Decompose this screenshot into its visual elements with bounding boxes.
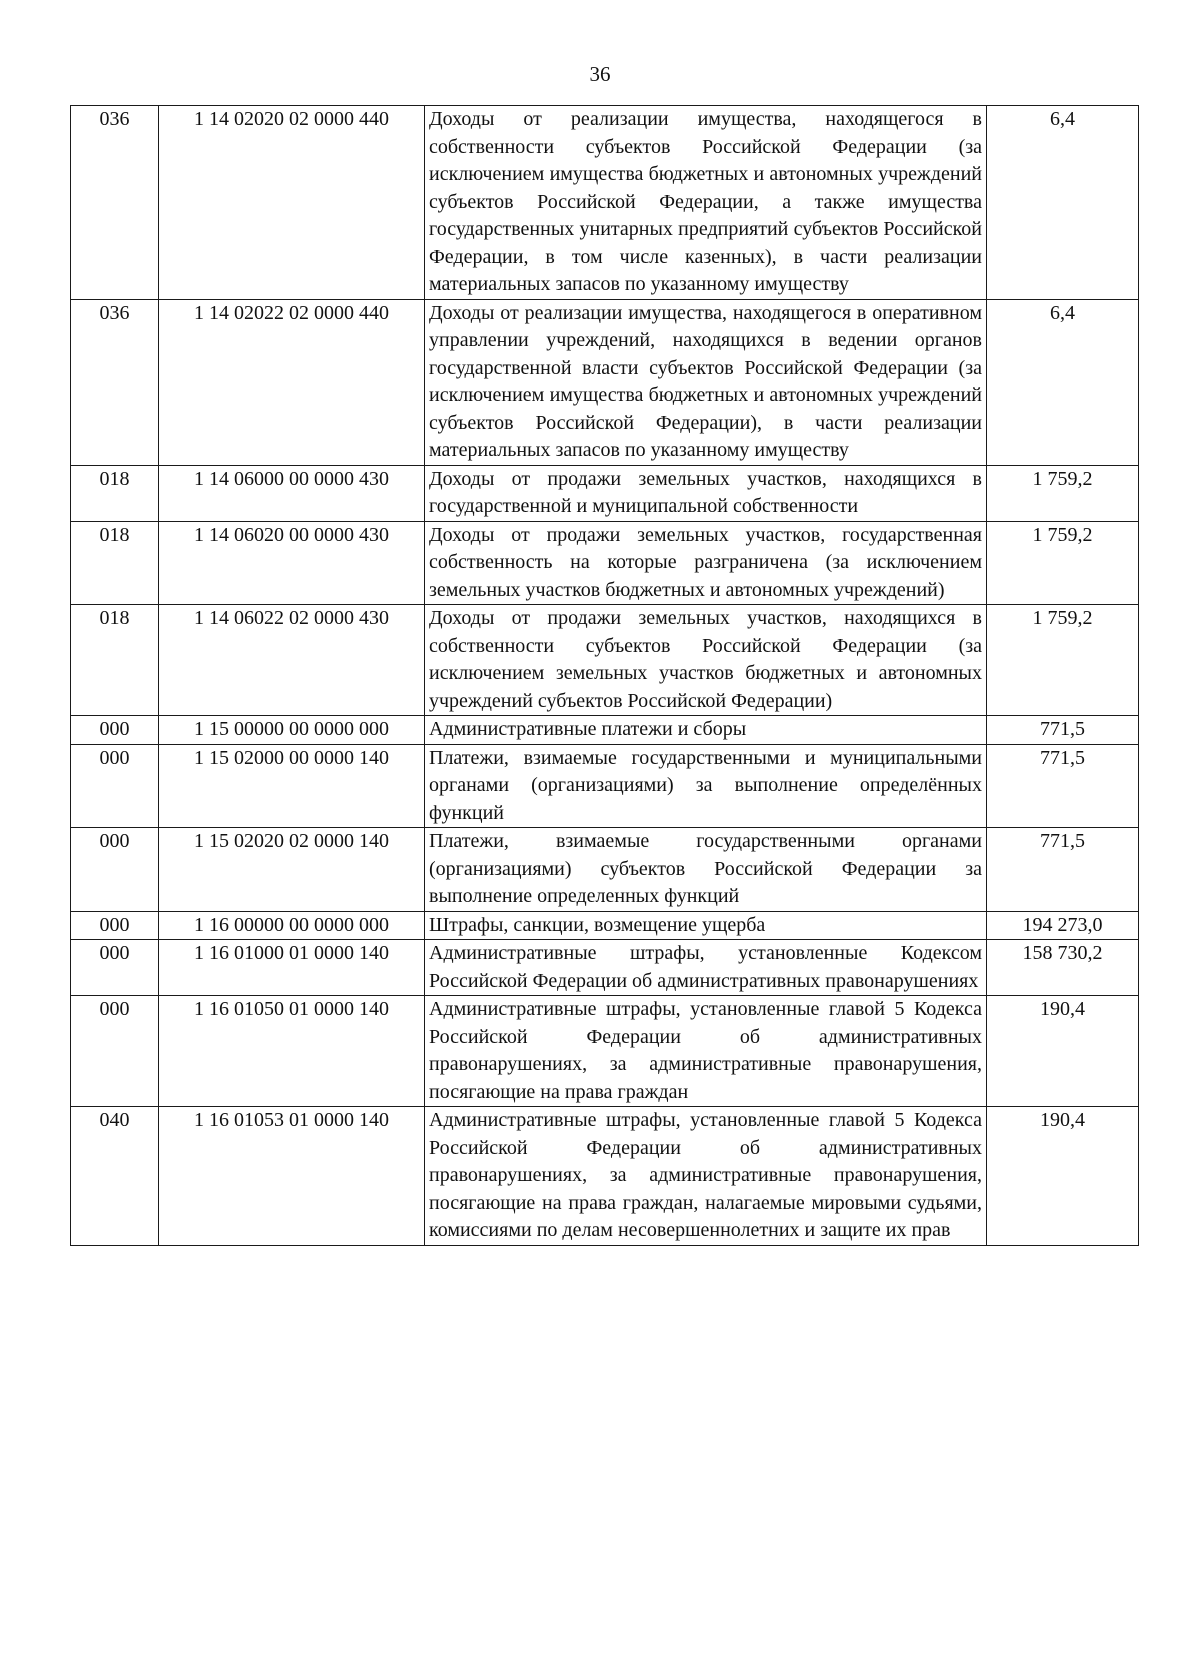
amount-cell: 6,4 [987, 106, 1139, 300]
budget-classification-code-cell: 1 14 06020 00 0000 430 [159, 521, 425, 605]
administrator-code-cell: 018 [71, 605, 159, 716]
administrator-code-cell: 036 [71, 299, 159, 465]
revenue-name-cell: Платежи, взимаемые государственными органами (организациями) субъектов Российской Федерации за выполнение определенных функций [425, 828, 987, 912]
amount-cell: 771,5 [987, 828, 1139, 912]
table-row [71, 940, 1139, 996]
amount-cell: 771,5 [987, 744, 1139, 828]
amount-cell: 1 759,2 [987, 465, 1139, 521]
table-row [71, 465, 1139, 521]
revenue-table [70, 105, 1139, 1246]
table-row [71, 716, 1139, 745]
budget-classification-code-cell: 1 16 01000 01 0000 140 [159, 940, 425, 996]
administrator-code-cell: 000 [71, 828, 159, 912]
budget-classification-code-cell: 1 16 00000 00 0000 000 [159, 911, 425, 940]
administrator-code-cell: 000 [71, 940, 159, 996]
administrator-code-cell: 000 [71, 744, 159, 828]
budget-classification-code-cell: 1 14 02022 02 0000 440 [159, 299, 425, 465]
budget-classification-code-cell: 1 16 01050 01 0000 140 [159, 996, 425, 1107]
amount-cell: 190,4 [987, 1107, 1139, 1246]
table-row [71, 299, 1139, 465]
budget-classification-code-cell: 1 14 06000 00 0000 430 [159, 465, 425, 521]
administrator-code-cell: 040 [71, 1107, 159, 1246]
administrator-code-cell: 018 [71, 521, 159, 605]
amount-cell: 6,4 [987, 299, 1139, 465]
amount-cell: 158 730,2 [987, 940, 1139, 996]
table-row [71, 828, 1139, 912]
table-row [71, 911, 1139, 940]
revenue-name-cell: Административные штрафы, установленные главой 5 Кодекса Российской Федерации об административных правонарушениях, за административные правонарушения, посягающие на права граждан [425, 996, 987, 1107]
table-row [71, 744, 1139, 828]
administrator-code-cell: 000 [71, 996, 159, 1107]
revenue-name-cell: Доходы от продажи земельных участков, находящихся в государственной и муниципальной собственности [425, 465, 987, 521]
amount-cell: 1 759,2 [987, 521, 1139, 605]
administrator-code-cell: 036 [71, 106, 159, 300]
table-row [71, 1107, 1139, 1246]
revenue-name-cell: Доходы от продажи земельных участков, находящихся в собственности субъектов Российской Федерации (за исключением земельных участков бюджетных и автономных учреждений субъектов Российской Федерации) [425, 605, 987, 716]
revenue-name-cell: Административные штрафы, установленные Кодексом Российской Федерации об административных правонарушениях [425, 940, 987, 996]
table-row [71, 521, 1139, 605]
revenue-name-cell: Доходы от продажи земельных участков, государственная собственность на которые разграничена (за исключением земельных участков бюджетных и автономных учреждений) [425, 521, 987, 605]
revenue-name-cell: Доходы от реализации имущества, находящегося в собственности субъектов Российской Федерации (за исключением имущества бюджетных и автономных учреждений субъектов Российской Федерации, а также имущества государственных унитарных предприятий субъектов Российской Федерации, в том числе казенных), в части реализации материальных запасов по указанному имуществу [425, 106, 987, 300]
amount-cell: 771,5 [987, 716, 1139, 745]
revenue-name-cell: Доходы от реализации имущества, находящегося в оперативном управлении учреждений, находящихся в ведении органов государственной власти субъектов Российской Федерации (за исключением имущества бюджетных и автономных учреждений субъектов Российской Федерации), в части реализации материальных запасов по указанному имуществу [425, 299, 987, 465]
revenue-name-cell: Платежи, взимаемые государственными и муниципальными органами (организациями) за выполнение определённых функций [425, 744, 987, 828]
table-row [71, 106, 1139, 300]
amount-cell: 1 759,2 [987, 605, 1139, 716]
revenue-name-cell: Административные штрафы, установленные главой 5 Кодекса Российской Федерации об административных правонарушениях, за административные правонарушения, посягающие на права граждан, налагаемые мировыми судьями, комиссиями по делам несовершеннолетних и защите их прав [425, 1107, 987, 1246]
administrator-code-cell: 018 [71, 465, 159, 521]
page-number: 36 [589, 62, 611, 86]
revenue-name-cell: Административные платежи и сборы [425, 716, 987, 745]
amount-cell: 190,4 [987, 996, 1139, 1107]
revenue-name-cell: Штрафы, санкции, возмещение ущерба [425, 911, 987, 940]
administrator-code-cell: 000 [71, 716, 159, 745]
budget-classification-code-cell: 1 15 02020 02 0000 140 [159, 828, 425, 912]
budget-classification-code-cell: 1 16 01053 01 0000 140 [159, 1107, 425, 1246]
administrator-code-cell: 000 [71, 911, 159, 940]
budget-classification-code-cell: 1 14 06022 02 0000 430 [159, 605, 425, 716]
budget-classification-code-cell: 1 15 00000 00 0000 000 [159, 716, 425, 745]
amount-cell: 194 273,0 [987, 911, 1139, 940]
budget-classification-code-cell: 1 15 02000 00 0000 140 [159, 744, 425, 828]
table-row [71, 996, 1139, 1107]
table-row [71, 605, 1139, 716]
budget-classification-code-cell: 1 14 02020 02 0000 440 [159, 106, 425, 300]
